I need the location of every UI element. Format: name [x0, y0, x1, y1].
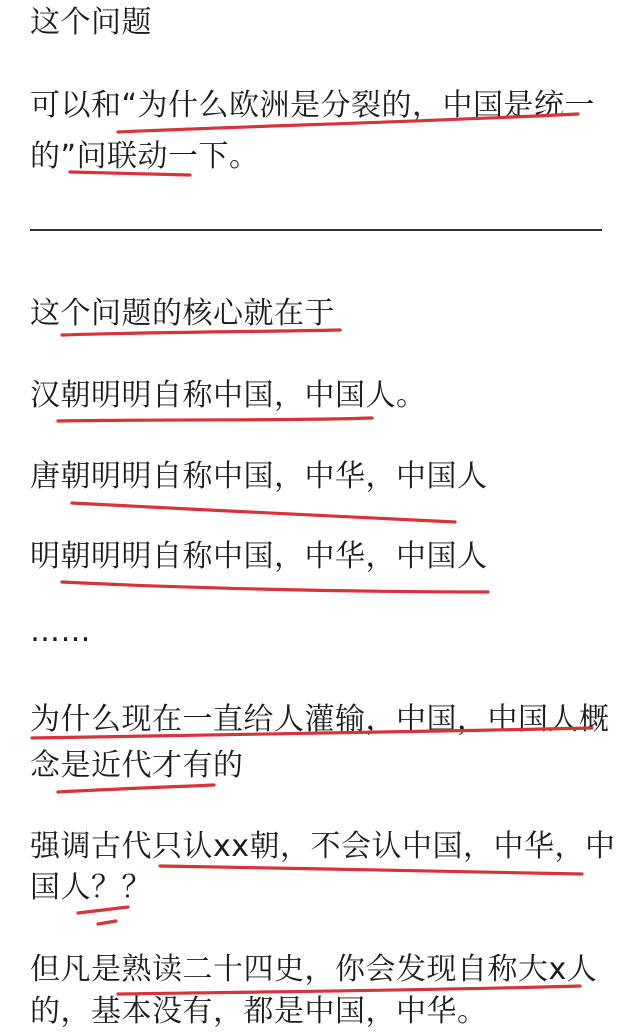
paragraph-line: 国人？？ [30, 870, 152, 905]
paragraph-line: 为什么现在一直给人灌输，中国，中国人概 [30, 702, 610, 737]
paragraph-line: 的”问联动一下。 [30, 139, 260, 174]
post-heading: 这个问题 [30, 5, 152, 40]
paragraph-line: 唐朝明明自称中国，中华，中国人 [30, 459, 488, 494]
underline-mark [58, 418, 372, 421]
underline-mark [72, 503, 455, 522]
underline-mark [98, 921, 116, 924]
underline-mark [62, 582, 488, 592]
paragraph-line: …… [30, 614, 91, 649]
paragraph-line: 这个问题的核心就在于 [30, 296, 335, 331]
paragraph-line: 但凡是熟读二十四史，你会发现自称大x人 [30, 952, 598, 987]
underline-mark [160, 866, 582, 874]
paragraph-line: 汉朝明明自称中国，中国人。 [30, 378, 427, 413]
paragraph-line: 明朝明明自称中国，中华，中国人 [30, 539, 488, 574]
underline-mark [58, 785, 214, 792]
paragraph-line: 的，基本没有，都是中国，中华。 [30, 994, 488, 1029]
paragraph-line: 可以和“为什么欧洲是分裂的，中国是统一 [30, 88, 596, 123]
paragraph-line: 念是近代才有的 [30, 748, 244, 783]
paragraph-line: 强调古代只认xx朝，不会认中国，中华，中 [30, 829, 616, 864]
divider-line [30, 229, 602, 231]
